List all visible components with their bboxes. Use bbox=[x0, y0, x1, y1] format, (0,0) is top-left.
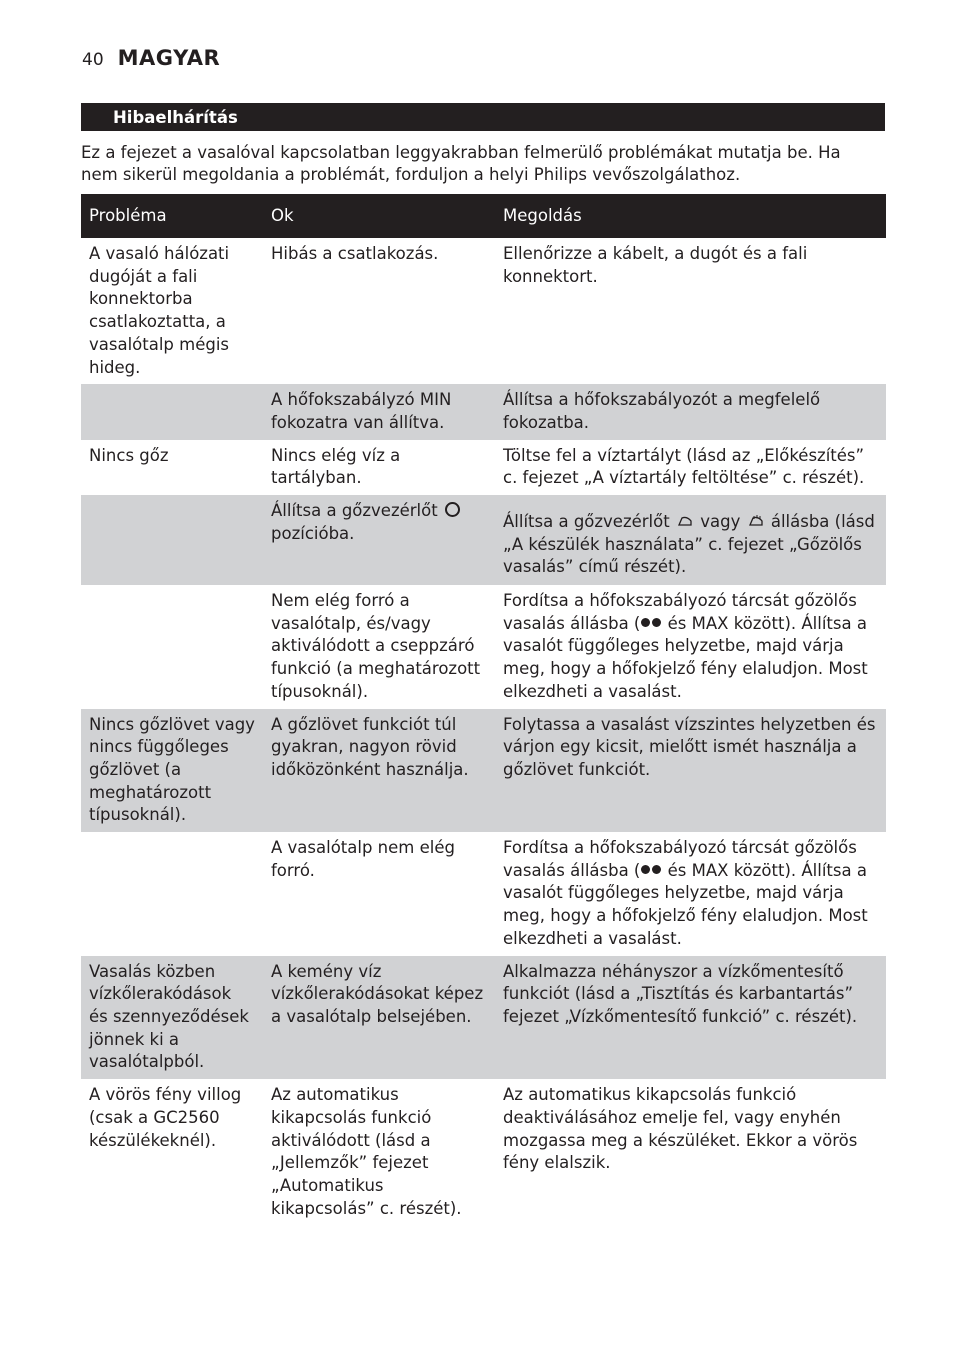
steam-off-icon bbox=[445, 502, 460, 517]
header-problem: Probléma bbox=[81, 194, 263, 238]
table-row bbox=[81, 440, 886, 495]
problem-cell: A vasaló hálózati dugóját a fali konnektorba csatlakoztatta, a vasalótalp mégis hideg. bbox=[89, 244, 230, 377]
problem-cell: Nincs gőzlövet vagy nincs függőleges gőzlövet (a meghatározott típusoknál). bbox=[81, 709, 263, 833]
problem-cell bbox=[81, 832, 263, 956]
cause-text-end: pozícióba. bbox=[271, 523, 355, 543]
table-row bbox=[81, 1079, 886, 1225]
dot-icon bbox=[641, 618, 650, 627]
cause-cell bbox=[263, 495, 495, 585]
table-header-row bbox=[81, 194, 886, 238]
solution-cell: Töltse fel a víztartályt (lásd az „Előkészítés” c. fejezet „A víztartály feltöltése” c. részét). bbox=[503, 445, 865, 488]
cause-cell: Az automatikus kikapcsolás funkció aktiválódott (lásd a „Jellemzők” fejezet „Automatikus kikapcsolás” c. részét). bbox=[271, 1085, 462, 1218]
solution-cell bbox=[495, 585, 886, 709]
problem-cell bbox=[81, 585, 263, 709]
section-title-bar bbox=[81, 103, 885, 131]
table-row bbox=[81, 384, 886, 439]
table-row bbox=[81, 585, 886, 709]
steam-low-icon bbox=[678, 515, 692, 526]
dot-icon bbox=[652, 865, 661, 874]
steam-high-icon bbox=[749, 515, 763, 526]
cause-cell: A gőzlövet funkciót túl gyakran, nagyon rövid időközönként használja. bbox=[263, 709, 495, 833]
table-row bbox=[81, 832, 886, 956]
solution-text-or: vagy bbox=[700, 512, 741, 532]
cause-text: Állítsa a gőzvezérlőt bbox=[271, 501, 438, 521]
solution-text: Fordítsa a hőfokszabályozó tárcsát gőzölős vasalás állásba ( bbox=[503, 591, 857, 633]
solution-text-end: állásba (lásd „A készülék használata” c. fejezet „Gőzölős vasalás” című részét). bbox=[503, 512, 875, 577]
solution-text-end: és MAX között). Állítsa a vasalót függőleges helyzetbe, majd várja meg, hogy a hőfokjelző fény elaludjon. Most elkezdheti a vasalást. bbox=[503, 613, 868, 701]
cause-cell: Hibás a csatlakozás. bbox=[271, 244, 439, 263]
solution-cell: Az automatikus kikapcsolás funkció deaktiválásához emelje fel, vagy enyhén mozgassa meg a készüléket. Ekkor a vörös fény elalszik. bbox=[503, 1085, 858, 1173]
cause-cell: Nincs elég víz a tartályban. bbox=[271, 445, 401, 488]
solution-text: Fordítsa a hőfokszabályozó tárcsát gőzölős vasalás állásba ( bbox=[503, 838, 857, 880]
section-title: Hibaelhárítás bbox=[113, 108, 238, 127]
problem-cell: Nincs gőz bbox=[89, 445, 169, 465]
solution-cell: Ellenőrizze a kábelt, a dugót és a fali konnektort. bbox=[503, 244, 808, 286]
page-header bbox=[82, 46, 220, 76]
solution-cell: Folytassa a vasalást vízszintes helyzetben és várjon egy kicsit, mielőtt ismét használja a gőzlövet funkciót. bbox=[495, 709, 886, 833]
solution-cell bbox=[495, 495, 886, 585]
solution-cell: Állítsa a hőfokszabályozót a megfelelő fokozatba. bbox=[495, 384, 886, 439]
dot-icon bbox=[652, 618, 661, 627]
language-label: MAGYAR bbox=[117, 46, 221, 70]
header-cause: Ok bbox=[263, 194, 495, 238]
table-row bbox=[81, 709, 886, 833]
table-row bbox=[81, 495, 886, 585]
cause-cell: Nem elég forró a vasalótalp, és/vagy aktiválódott a cseppzáró funkció (a meghatározott típusoknál). bbox=[271, 591, 481, 701]
table-row bbox=[81, 956, 886, 1080]
table-row bbox=[81, 238, 886, 384]
problem-cell: A vörös fény villog (csak a GC2560 készülékeknél). bbox=[89, 1085, 242, 1150]
solution-cell: Alkalmazza néhányszor a vízkőmentesítő funkciót (lásd a „Tisztítás és karbantartás” fejezet „Vízkőmentesítő funkció” c. részét). bbox=[495, 956, 886, 1080]
troubleshooting-table bbox=[81, 194, 886, 1225]
cause-cell: A kemény víz vízkőlerakódásokat képez a vasalótalp belsejében. bbox=[263, 956, 495, 1080]
problem-cell bbox=[81, 384, 263, 439]
cause-cell: A hőfokszabályzó MIN fokozatra van állítva. bbox=[263, 384, 495, 439]
solution-cell bbox=[495, 832, 886, 956]
cause-cell: A vasalótalp nem elég forró. bbox=[271, 838, 455, 880]
dot-icon bbox=[641, 865, 650, 874]
problem-cell bbox=[81, 495, 263, 585]
solution-text: Állítsa a gőzvezérlőt bbox=[503, 512, 670, 532]
solution-text-end: és MAX között). Állítsa a vasalót függőleges helyzetbe, majd várja meg, hogy a hőfokjelző fény elaludjon. Most elkezdheti a vasalást. bbox=[503, 860, 868, 948]
header-solution: Megoldás bbox=[495, 194, 886, 238]
page-number: 40 bbox=[82, 50, 104, 70]
intro-paragraph: Ez a fejezet a vasalóval kapcsolatban leggyakrabban felmerülő problémákat mutatja be. Ha nem sikerül megoldania a problémát, forduljon a helyi Philips vevőszolgálathoz. bbox=[81, 143, 841, 184]
problem-cell: Vasalás közben vízkőlerakódások és szennyeződések jönnek ki a vasalótalpból. bbox=[81, 956, 263, 1080]
